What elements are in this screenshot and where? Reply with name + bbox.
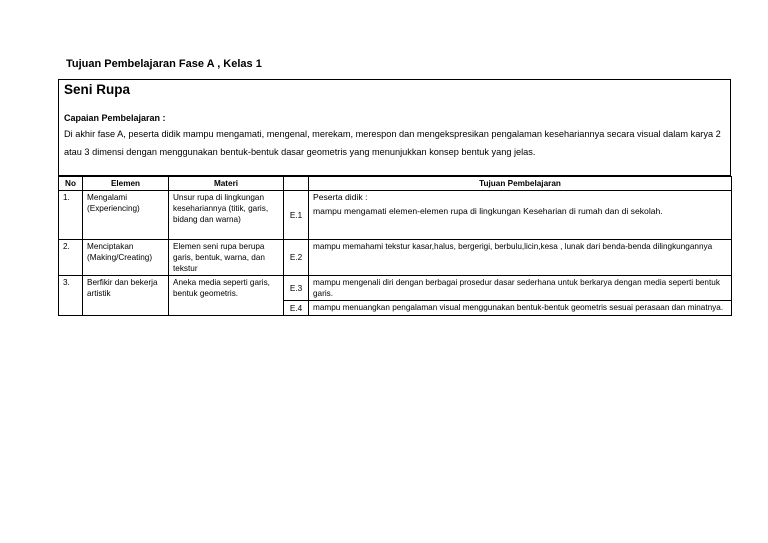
learning-objectives-table	[58, 176, 732, 316]
cp-label: Capaian Pembelajaran :	[64, 113, 166, 123]
row-tujuan: mampu memahami tekstur kasar,halus, bergerigi, berbulu,licin,kesa , lunak dari benda-benda dilingkungannya	[309, 240, 732, 276]
table-row	[59, 276, 732, 301]
row-elemen: Menciptakan (Making/Creating)	[83, 240, 169, 276]
row-code: E.2	[284, 240, 309, 276]
row-tujuan: mampu menuangkan pengalaman visual menggunakan bentuk-bentuk geometris sesuai perasaan dan minatnya.	[309, 301, 732, 316]
tujuan-text: mampu mengamati elemen-elemen rupa di lingkungan Keseharian di rumah dan di sekolah.	[313, 206, 663, 216]
row-elemen: Berfikir dan bekerja artistik	[83, 276, 169, 316]
row-materi: Elemen seni rupa berupa garis, bentuk, warna, dan tekstur	[169, 240, 284, 276]
subject-heading: Seni Rupa	[64, 82, 131, 97]
page-title: Tujuan Pembelajaran Fase A , Kelas 1	[66, 58, 262, 70]
tujuan-intro: Peserta didik :	[313, 192, 368, 202]
cp-text: Di akhir fase A, peserta didik mampu mengamati, mengenal, merekam, merespon dan mengekspresikan pengalaman kesehariannya secara visual dalam karya 2 atau 3 dimensi dengan menggunakan bentuk-bentuk dasar geometris yang menunjukkan konsep bentuk yang jelas.	[64, 129, 721, 157]
row-elemen: Mengalami (Experiencing)	[83, 191, 169, 240]
row-tujuan: mampu mengenali diri dengan berbagai prosedur dasar sederhana untuk berkarya dengan media seperti bentuk garis.	[309, 276, 732, 301]
header-code	[284, 177, 309, 191]
table-header-row	[59, 177, 732, 191]
row-tujuan	[309, 191, 732, 240]
row-no: 3.	[59, 276, 83, 316]
row-no: 1.	[59, 191, 83, 240]
header-elemen: Elemen	[83, 177, 169, 191]
table-row	[59, 191, 732, 240]
table-row	[59, 240, 732, 276]
header-no: No	[59, 177, 83, 191]
row-no: 2.	[59, 240, 83, 276]
header-tujuan: Tujuan Pembelajaran	[309, 177, 732, 191]
row-code: E.4	[284, 301, 309, 316]
header-materi: Materi	[169, 177, 284, 191]
row-materi: Unsur rupa di lingkungan kesehariannya (titik, garis, bidang dan warna)	[169, 191, 284, 240]
row-materi: Aneka media seperti garis, bentuk geometris.	[169, 276, 284, 316]
row-code: E.1	[284, 191, 309, 240]
subject-frame	[58, 79, 731, 176]
row-code: E.3	[284, 276, 309, 301]
